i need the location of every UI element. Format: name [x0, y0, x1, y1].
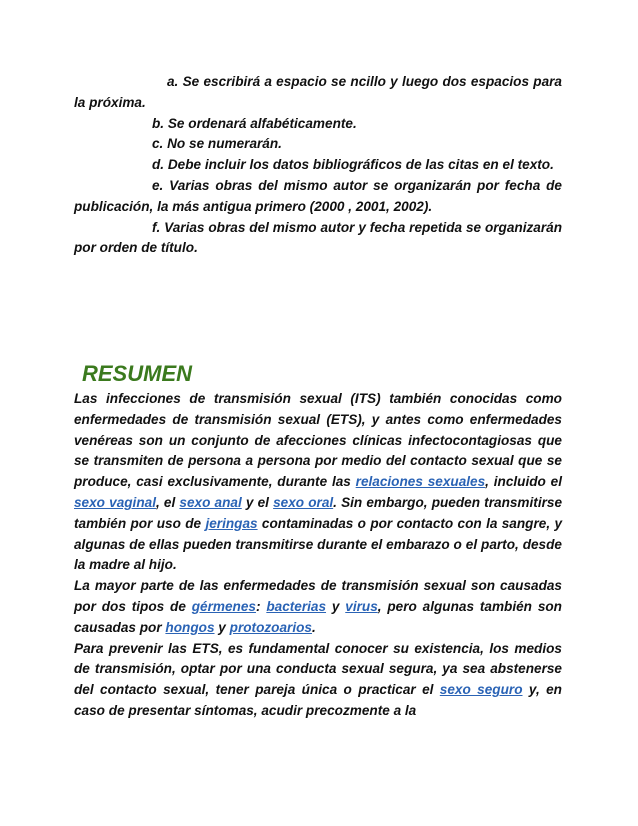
- list-item-e: e. Varias obras del mismo autor se organizarán por fecha de publicación, la más antigua primero (2000 , 2001, 2002).: [74, 177, 562, 214]
- bibliography-rules-list: [74, 72, 562, 259]
- link-hongos[interactable]: hongos: [165, 619, 215, 635]
- text-run: . Sin embargo, pueden transmitirse también por uso de: [74, 494, 563, 531]
- link-protozoarios[interactable]: protozoarios: [229, 619, 312, 635]
- text-run: :: [255, 598, 267, 614]
- link-virus[interactable]: virus: [345, 598, 378, 614]
- paragraph-prevention: [74, 639, 562, 722]
- link-bacterias[interactable]: bacterias: [266, 598, 327, 614]
- link-germenes[interactable]: gérmenes: [191, 598, 256, 614]
- text-run: contaminadas o por contacto con la sangre, y algunas de ellas pueden transmitirse durante el embarazo o el parto, desde la madre al hijo.: [74, 515, 563, 573]
- text-run: y el: [241, 494, 274, 510]
- text-run: , el: [155, 494, 180, 510]
- list-item-d: d. Debe incluir los datos bibliográficos de las citas en el texto.: [152, 157, 554, 173]
- list-item-c: c. No se numerarán.: [152, 136, 282, 152]
- link-relaciones-sexuales[interactable]: relaciones sexuales: [355, 474, 486, 490]
- link-sexo-vaginal[interactable]: sexo vaginal: [74, 494, 156, 510]
- paragraph-its-definition: [74, 389, 562, 576]
- list-item-f: f. Varias obras del mismo autor y fecha repetida se organizarán por orden de título.: [74, 219, 562, 256]
- text-run: y: [326, 598, 346, 614]
- list-item-b: b. Se ordenará alfabéticamente.: [152, 115, 357, 131]
- text-run: , pero algunas también son causadas por: [74, 598, 562, 635]
- link-jeringas[interactable]: jeringas: [205, 515, 258, 531]
- link-sexo-seguro[interactable]: sexo seguro: [439, 682, 523, 698]
- list-item-a: a. Se escribirá a espacio se ncillo y luego dos espacios para la próxima.: [74, 74, 562, 110]
- text-run: Para prevenir las ETS, es fundamental conocer su existencia, los medios de transmisión, optar por una conducta sexual segura, ya sea abstenerse del contacto sexual, tener pareja única o practicar el: [74, 640, 562, 698]
- paragraph-causes: [74, 576, 562, 638]
- text-run: .: [311, 619, 316, 635]
- text-run: y: [214, 619, 230, 635]
- text-run: Las infecciones de transmisión sexual (ITS) también conocidas como enfermedades de transmisión sexual (ETS), y antes como enfermedades venéreas son un conjunto de afecciones clínicas infectocontagiosas que se transmiten de persona a persona por medio del contacto sexual que se produce, casi exclusivamente, durante las: [74, 391, 562, 490]
- link-sexo-anal[interactable]: sexo anal: [179, 494, 242, 510]
- resumen-body: [74, 389, 562, 722]
- section-heading-resumen: RESUMEN: [82, 361, 193, 386]
- text-run: , incluido el: [485, 474, 562, 490]
- text-run: La mayor parte de las enfermedades de transmisión sexual son causadas por dos tipos de: [74, 578, 562, 614]
- text-run: y, en caso de presentar síntomas, acudir precozmente a la: [74, 682, 562, 718]
- link-sexo-oral[interactable]: sexo oral: [273, 494, 334, 510]
